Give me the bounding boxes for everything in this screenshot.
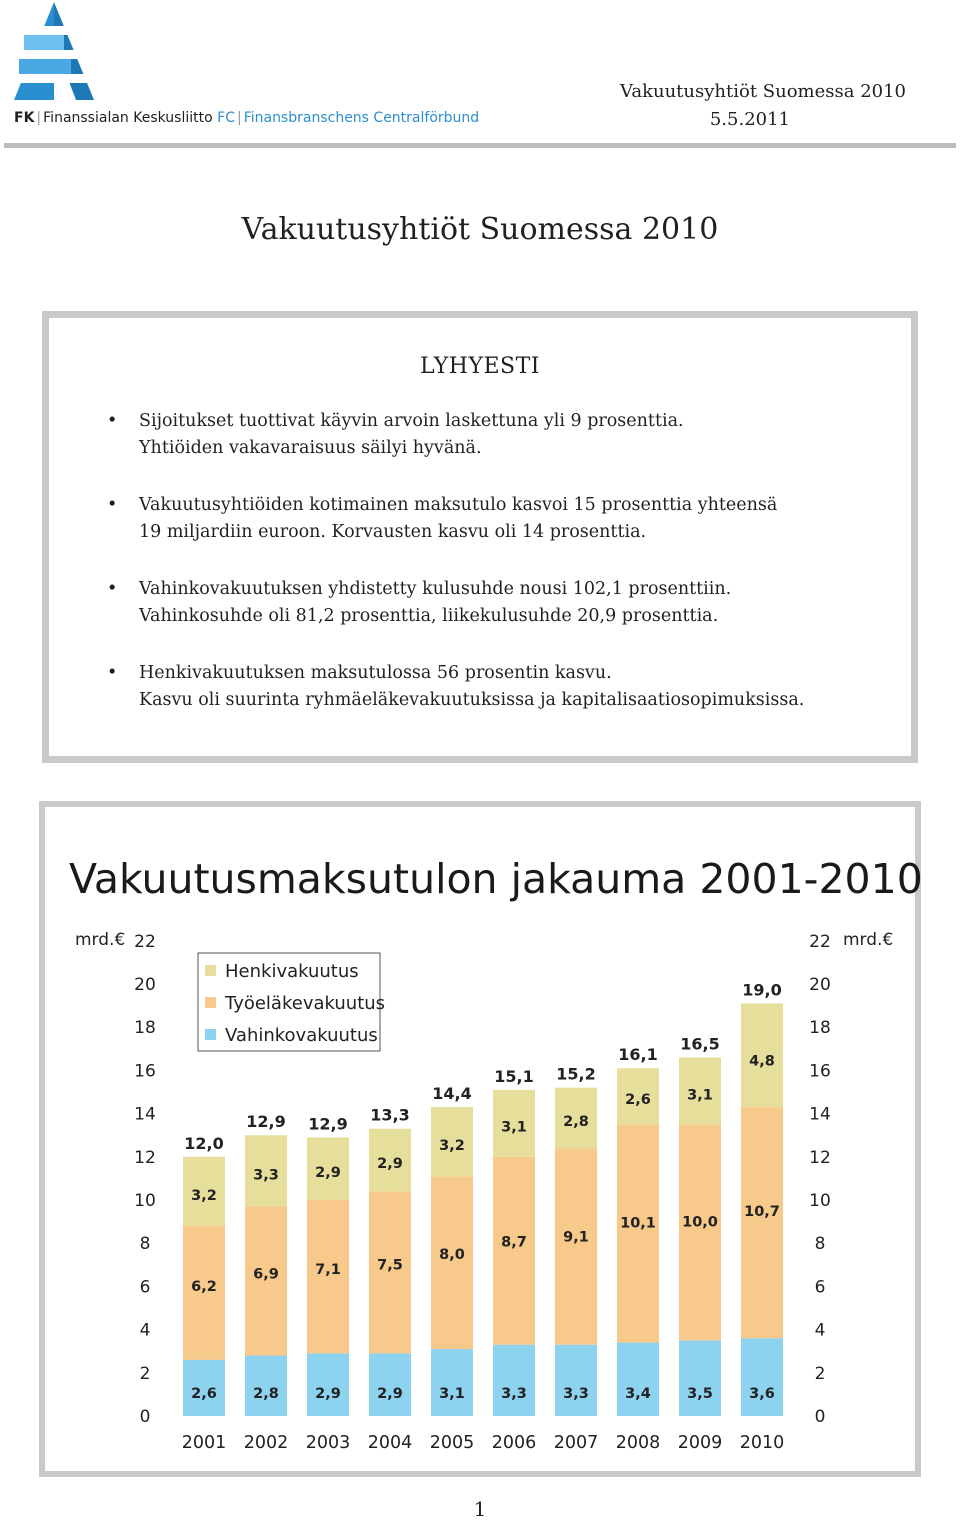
fk-logo bbox=[14, 2, 94, 100]
total-label: 15,1 bbox=[494, 1066, 534, 1086]
data-label: 3,2 bbox=[439, 1138, 465, 1155]
x-tick-label: 2007 bbox=[553, 1433, 599, 1453]
stacked-bar-chart bbox=[45, 807, 915, 1471]
y-tick-right: 22 bbox=[809, 931, 831, 952]
data-label: 2,6 bbox=[191, 1386, 217, 1402]
y-tick-right: 4 bbox=[814, 1320, 826, 1341]
bar-segment bbox=[555, 1345, 597, 1416]
bar-segment bbox=[307, 1353, 349, 1416]
total-label: 13,3 bbox=[370, 1105, 410, 1125]
y-tick-right: 8 bbox=[814, 1234, 826, 1255]
data-label: 2,9 bbox=[315, 1386, 341, 1402]
y-tick-left: 14 bbox=[134, 1104, 156, 1125]
org-abbrev-fk: FK bbox=[14, 110, 35, 126]
x-tick-label: 2006 bbox=[491, 1433, 537, 1453]
data-label: 8,0 bbox=[439, 1247, 465, 1263]
data-label: 10,0 bbox=[682, 1214, 718, 1231]
page-number: 1 bbox=[473, 1497, 487, 1521]
y-tick-left: 10 bbox=[134, 1191, 156, 1211]
bar-segment bbox=[679, 1124, 721, 1340]
y-tick-left: 20 bbox=[134, 975, 156, 995]
publication-date: 5.5.2011 bbox=[709, 109, 790, 130]
y-tick-right: 12 bbox=[809, 1147, 831, 1168]
data-label: 2,8 bbox=[563, 1113, 589, 1130]
y-tick-left: 18 bbox=[134, 1018, 156, 1039]
chart-panel bbox=[39, 801, 921, 1477]
total-label: 19,0 bbox=[742, 980, 782, 1000]
legend-label: Vahinkovakuutus bbox=[225, 1025, 378, 1046]
x-tick-label: 2005 bbox=[429, 1433, 475, 1453]
data-label: 9,1 bbox=[563, 1229, 589, 1246]
data-label: 7,1 bbox=[315, 1262, 341, 1279]
y-tick-right: 0 bbox=[814, 1407, 826, 1427]
bar-segment bbox=[617, 1124, 659, 1342]
data-label: 3,3 bbox=[563, 1386, 589, 1402]
total-label: 16,1 bbox=[618, 1045, 658, 1065]
data-label: 6,9 bbox=[253, 1266, 279, 1283]
summary-title: LYHYESTI bbox=[420, 354, 540, 379]
bar-segment bbox=[493, 1157, 535, 1345]
summary-bullet: • Vakuutusyhtiöiden kotimainen maksutulo kasvoi 15 prosenttia yhteensä 19 miljardiin euroon. Korvausten kasvu oli 14 prosenttia. bbox=[139, 492, 881, 546]
y-tick-left: 2 bbox=[139, 1363, 151, 1384]
y-tick-right: 10 bbox=[809, 1191, 831, 1211]
data-label: 10,1 bbox=[620, 1215, 656, 1232]
legend-swatch bbox=[205, 997, 216, 1008]
bar-segment bbox=[617, 1343, 659, 1416]
data-label: 4,8 bbox=[749, 1053, 775, 1070]
x-tick-label: 2002 bbox=[243, 1433, 289, 1453]
data-label: 2,6 bbox=[625, 1092, 651, 1109]
y-tick-left: 0 bbox=[139, 1407, 151, 1427]
data-label: 3,1 bbox=[439, 1386, 465, 1402]
legend-swatch bbox=[205, 965, 216, 976]
data-label: 2,8 bbox=[253, 1386, 279, 1402]
y-tick-right: 18 bbox=[809, 1018, 831, 1039]
y-tick-left: 12 bbox=[134, 1147, 156, 1168]
data-label: 8,7 bbox=[501, 1234, 527, 1251]
org-name-fi: Finanssialan Keskusliitto bbox=[43, 110, 213, 126]
y-tick-right: 2 bbox=[814, 1363, 826, 1384]
summary-bullet: • Sijoitukset tuottivat käyvin arvoin laskettuna yli 9 prosenttia. Yhtiöiden vakavaraisuus säilyi hyvänä. bbox=[139, 408, 881, 462]
x-tick-label: 2009 bbox=[677, 1433, 723, 1453]
data-label: 3,4 bbox=[625, 1386, 651, 1402]
total-label: 12,0 bbox=[184, 1133, 224, 1153]
y-tick-left: 22 bbox=[134, 931, 156, 952]
data-label: 3,6 bbox=[749, 1386, 775, 1402]
data-label: 3,1 bbox=[501, 1119, 527, 1136]
legend-label: Henkivakuutus bbox=[225, 961, 359, 982]
data-label: 3,3 bbox=[253, 1167, 279, 1184]
data-label: 7,5 bbox=[377, 1257, 403, 1274]
data-label: 2,9 bbox=[377, 1156, 403, 1173]
x-tick-label: 2004 bbox=[367, 1433, 413, 1453]
y-tick-right: 20 bbox=[809, 975, 831, 995]
org-abbrev-fc: FC bbox=[217, 110, 235, 126]
y-unit-left: mrd.€ bbox=[75, 929, 126, 950]
header-info bbox=[620, 78, 906, 134]
legend-swatch bbox=[205, 1029, 216, 1040]
data-label: 10,7 bbox=[744, 1204, 780, 1221]
summary-bullet: • Vahinkovakuutuksen yhdistetty kulusuhde nousi 102,1 prosenttiin. Vahinkosuhde oli 81,2 prosenttia, liikekulusuhde 20,9 prosenttia. bbox=[139, 576, 881, 630]
bar-segment bbox=[431, 1349, 473, 1416]
chart-title: Vakuutusmaksutulon jakauma 2001-2010 bbox=[69, 855, 923, 903]
y-tick-right: 16 bbox=[809, 1061, 831, 1082]
y-tick-left: 6 bbox=[139, 1277, 151, 1298]
bar-segment bbox=[741, 1338, 783, 1416]
bar-segment bbox=[493, 1345, 535, 1416]
summary-bullet: • Henkivakuutuksen maksutulossa 56 prosentin kasvu. Kasvu oli suurinta ryhmäeläkevakuutuksissa ja kapitalisaatiosopimuksissa. bbox=[139, 660, 881, 714]
document-title: Vakuutusyhtiöt Suomessa 2010 bbox=[241, 212, 719, 247]
y-tick-left: 4 bbox=[139, 1320, 151, 1341]
y-unit-right: mrd.€ bbox=[843, 929, 894, 950]
data-label: 3,1 bbox=[687, 1087, 713, 1104]
x-tick-label: 2001 bbox=[181, 1433, 227, 1453]
y-tick-left: 8 bbox=[139, 1234, 151, 1255]
bar-segment bbox=[741, 1107, 783, 1338]
publication-title: Vakuutusyhtiöt Suomessa 2010 bbox=[620, 81, 906, 102]
org-name-sv: Finansbranschens Centralförbund bbox=[243, 110, 480, 126]
y-tick-right: 6 bbox=[814, 1277, 826, 1298]
total-label: 14,4 bbox=[432, 1084, 472, 1104]
header-divider bbox=[4, 143, 956, 148]
data-label: 2,9 bbox=[315, 1164, 341, 1181]
y-tick-right: 14 bbox=[809, 1104, 831, 1125]
data-label: 3,2 bbox=[191, 1187, 217, 1204]
summary-box bbox=[42, 311, 918, 763]
x-tick-label: 2003 bbox=[305, 1433, 351, 1453]
bar-segment bbox=[369, 1353, 411, 1416]
summary-bullets bbox=[139, 408, 881, 744]
bar-segment bbox=[679, 1340, 721, 1416]
bar-segment bbox=[555, 1148, 597, 1345]
x-tick-label: 2010 bbox=[739, 1433, 785, 1453]
total-label: 12,9 bbox=[308, 1114, 348, 1134]
total-label: 12,9 bbox=[246, 1112, 286, 1132]
organization-name: FK | Finanssialan Keskusliitto FC | Finansbranschens Centralförbund bbox=[14, 110, 480, 126]
y-tick-left: 16 bbox=[134, 1061, 156, 1082]
data-label: 2,9 bbox=[377, 1386, 403, 1402]
data-label: 3,3 bbox=[501, 1386, 527, 1402]
total-label: 16,5 bbox=[680, 1034, 720, 1054]
total-label: 15,2 bbox=[556, 1064, 596, 1084]
data-label: 6,2 bbox=[191, 1279, 217, 1296]
x-tick-label: 2008 bbox=[615, 1433, 661, 1453]
legend-label: Työeläkevakuutus bbox=[225, 993, 386, 1014]
data-label: 3,5 bbox=[687, 1386, 713, 1402]
